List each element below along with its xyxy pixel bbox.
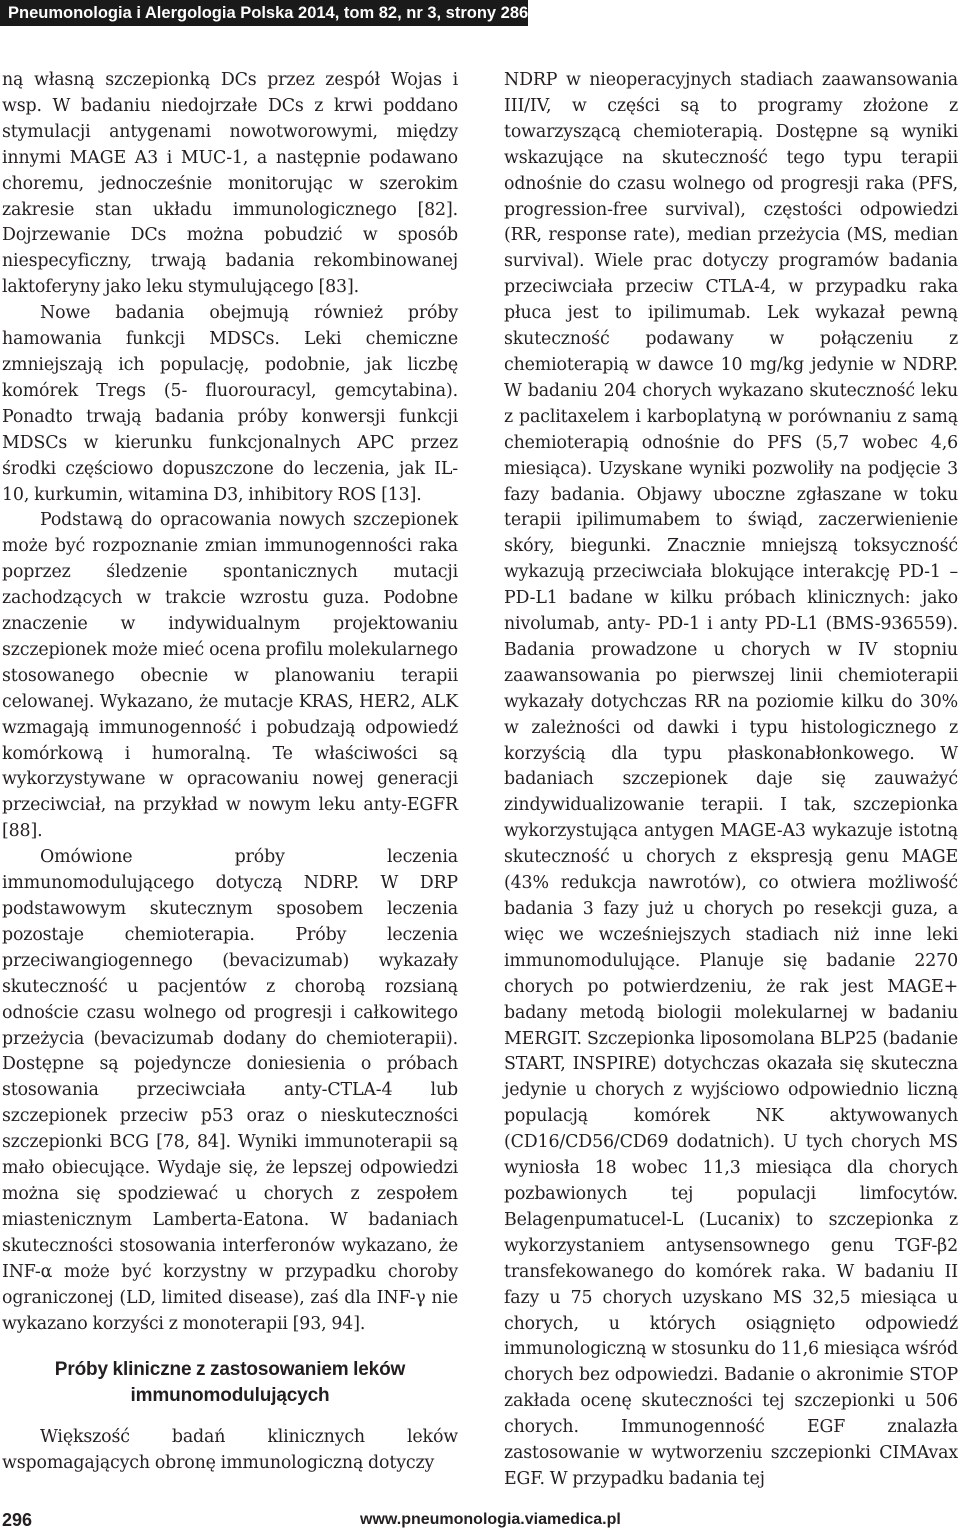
paragraph: Omówione próby leczenia immunomodulującego dotyczą NDRP. W DRP podstawowym skutecznym sposobem leczenia pozostaje chemioterapia. Próby leczenia przeciwangiogennego (bevacizumab) wykazały skuteczność u pacjentów z chorobą rozsianą odnoście czasu wolnego od progresji i całkowitego przeżycia (bevacizumab dodany do chemioterapii). Dostępne są pojedyncze doniesienia o próbach stosowania przeciwciała anty-CTLA-4 lub szczepionek przeciw p53 oraz o nieskuteczności szczepionki BCG [78, 84]. Wyniki immunoterapii są mało obiecujące. Wydaje się, że lepszej odpowiedzi można się spodziewać u chorych z zespołem miastenicznym Lamberta-Eatona. W badaniach skuteczności stosowania interferonów wykazano, że INF-α może być korzystny w przypadku choroby ograniczonej (LD, limited disease), zaś dla INF-γ nie wykazano korzyści z monoterapii [93, 94].: [2, 847, 458, 1334]
journal-url: www.pneumonologia.viamedica.pl: [360, 1511, 621, 1528]
paragraph: ną własną szczepionką DCs przez zespół Wojas i wsp. W badaniu niedojrzałe DCs z krwi poddano stymulacji antygenami nowotworowymi, między innymi MAGE A3 i MUC-1, a następnie podawano choremu, jednocześnie monitorując w szerokim zakresie stan układu immunologicznego [82]. Dojrzewanie DCs można pobudzić w sposób niespecyficzny, trwają badania rekombinowanej laktoferyny jako leku stymulującego [83].: [2, 70, 458, 298]
paragraph: Nowe badania obejmują również próby hamowania funkcji MDSCs. Leki chemiczne zmniejszają ich populację, podobnie, jak liczbę komórek Tregs (5- fluorouracyl, gemcytabina). Ponadto trwają badania próby konwersji funkcji MDSCs w kierunku funkcjonalnych APC przez środki częściowo dopuszczone do leczenia, jak IL-10, kurkumin, witamina D3, inhibitory ROS [13].: [2, 303, 458, 505]
journal-title: Pneumonologia i Alergologia Polska 2014, tom 82, nr 3, strony 286–299: [8, 4, 565, 22]
journal-header: [0, 0, 960, 26]
right-column: [504, 68, 958, 1493]
section-heading: Próby kliniczne z zastosowaniem leków immunomodulujących: [54, 1359, 406, 1407]
paragraph: NDRP w nieoperacyjnych stadiach zaawansowania III/IV, w części są to programy złożone z towarzyszącą chemioterapią. Dostępne są wyniki wskazujące na skuteczność tego typu terapii odnośnie do czasu wolnego od progresji raka (PFS, progression-free survival), częstości odpowiedzi (RR, response rate), median przeżycia (MS, median survival). Wiele prac dotyczy programów badania przeciwciała przeciw CTLA-4, w przypadku raka płuca jest to ipilimumab. Lek wykazał pewną skuteczność podawany w połączeniu z chemioterapią w dawce 10 mg/kg jedynie w NDRP. W badaniu 204 chorych wykazano skuteczność leku z paclitaxelem i karboplatyną w porównaniu z samą chemioterapią odnośnie do PFS (5,7 wobec 4,6 miesiąca). Uzyskane wyniki pozwoliły na podjęcie 3 fazy badania. Objawy uboczne zgłaszane w toku terapii ipilimumabem to świąd, zaczerwienienie skóry, biegunki. Znacznie mniejszą toksyczność wykazują przeciwciała blokujące interakcję PD-1 – PD-L1 badane w kilku próbach klinicznych: jako nivolumab, anty- PD-1 i anty PD-L1 (BMS-936559). Badania prowadzone u chorych w IV stopniu zaawansowania po pierwszej linii chemioterapii wykazały dotychczas RR na poziomie kilku do 30% w zależności od dawki i typu histologicznego z korzyścią dla typu płaskonabłonkowego. W badaniach szczepionek daje się zauważyć zindywidualizowanie terapii. I tak, szczepionka wykorzystująca antygen MAGE-A3 wykazuje istotną skuteczność u chorych z ekspresją genu MAGE (43% redukcja nawrotów), co otwiera możliwość badania 3 fazy już u chorych po resekcji guza, a więc we wcześniejszych stadiach niż inne leki immunomodulujące. Planuje się badanie 2270 chorych po potwierdzeniu, że rak jest MAGE+ badany metodą biologii molekularnej w badaniu MERGIT. Szczepionka liposomolana BLP25 (badanie START, INSPIRE) dotychczas okazała się skuteczna jedynie u chorych z wyjściowo odpowiednio liczną populacją komórek NK aktywowanych (CD16/CD56/CD69 dodatnich). U tych chorych MS wyniosła 18 wobec 11,3 miesiąca dla chorych pozbawionych tej populacji limfocytów. Belagenpumatucel-L (Lucanix) to szczepionka z wykorzystaniem antysensownego genu TGF-β2 transfekowanego do komórek raka. W badaniu II fazy u 75 chorych uzyskano MS 32,5 miesiąca u chorych, u których osiągnięto odpowiedź immunologiczną w stosunku do 11,6 miesiąca wśród chorych bez odpowiedzi. Badanie o akronimie STOP zakłada ocenę skuteczności tej szczepionki u 506 chorych. Immunogenność EGF znalazła zastosowanie w wytworzeniu szczepionki CIMAvax EGF. W przypadku badania tej: [504, 70, 958, 1489]
page-number: 296: [2, 1510, 33, 1530]
left-column: [2, 68, 458, 1477]
paragraph: Większość badań klinicznych leków wspomagających obronę immunologiczną dotyczy: [2, 1427, 458, 1474]
paragraph: Podstawą do opracowania nowych szczepionek może być rozpoznanie zmian immunogenności raka poprzez śledzenie spontanicznych mutacji zachodzących w trakcie wzrostu guza. Podobne znaczenie w indywidualnym projektowaniu szczepionek może mieć ocena profilu molekularnego stosowanego obecnie w planowaniu terapii celowanej. Wykazano, że mutacje KRAS, HER2, ALK wzmagają immunogenność i pobudzają odpowiedź komórkową i humoralną. Te właściwości są wykorzystywane w opracowaniu nowej generacji przeciwciał, na przykład w nowym leku anty-EGFR [88].: [2, 510, 458, 842]
